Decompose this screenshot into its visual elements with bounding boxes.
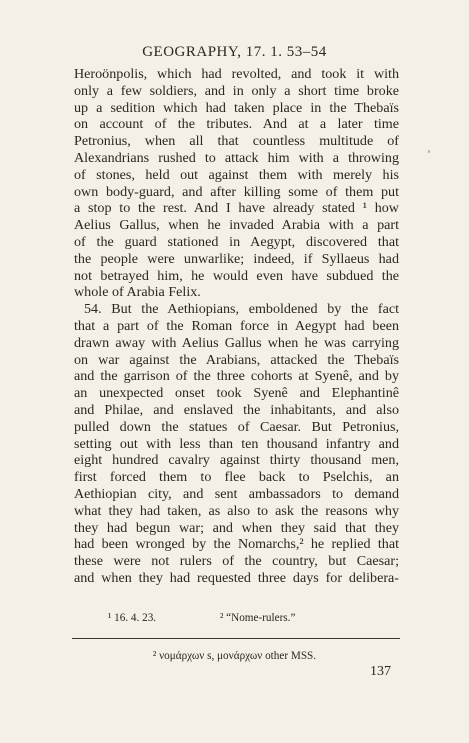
text-line: these were not rulers of the country, but Caesar; <box>74 553 399 570</box>
main-text <box>74 66 399 587</box>
margin-speck <box>428 150 430 153</box>
text-line: a stop to the rest. And I have already stated ¹ how <box>74 200 399 217</box>
text-line: up a sedition which had taken place in the Thebaïs <box>74 99 399 116</box>
text-line: of the guard stationed in Aegypt, discovered that <box>74 233 399 250</box>
page-number: 137 <box>370 664 391 679</box>
text-line: Petronius, when all that countless multitude of <box>74 133 399 150</box>
text-line: that a part of the Roman force in Aegypt had been <box>74 317 399 334</box>
text-line: not betrayed him, he would even have subdued the <box>74 267 399 284</box>
text-line: had been wronged by the Nomarchs,² he replied that <box>74 536 399 553</box>
text-line: eight hundred cavalry against thirty thousand men, <box>74 452 399 469</box>
text-line: own body-guard, and after killing some of them put <box>74 183 399 200</box>
text-line: Aethiopian city, and sent ambassadors to demand <box>74 485 399 502</box>
text-line: setting out with less than ten thousand infantry and <box>74 435 399 452</box>
text-line: an unexpected onset took Syenê and Elephantinê <box>74 385 399 402</box>
critical-apparatus-note: ² νομάρχων s, μονάρχων other MSS. <box>152 650 317 662</box>
text-line: and Philae, and enslaved the inhabitants, and also <box>74 401 399 418</box>
text-line: Alexandrians rushed to attack him with a throwing <box>74 149 399 166</box>
text-line: Heroönpolis, which had revolted, and took it with <box>74 66 399 82</box>
text-line: of stones, held out against them with merely his <box>74 166 399 183</box>
text-line: 54. But the Aethiopians, emboldened by the fact <box>84 301 399 318</box>
text-line: drawn away with Aelius Gallus when he was carrying <box>74 334 399 351</box>
text-line: Aelius Gallus, when he invaded Arabia with a part <box>74 217 399 234</box>
text-line: what they had taken, as also to ask the reasons why <box>74 502 399 519</box>
text-line: whole of Arabia Felix. <box>74 284 201 301</box>
footnote-divider <box>72 638 400 639</box>
text-line: the people were unwarlike; indeed, if Syllaeus had <box>74 250 399 267</box>
text-line: only a few soldiers, and in only a short time broke <box>74 82 399 99</box>
footnote-2: ² “Nome-rulers.” <box>220 612 296 624</box>
running-header: GEOGRAPHY, 17. 1. 53–54 <box>142 44 327 60</box>
text-line: on war against the Arabians, attacked the Thebaïs <box>74 351 399 368</box>
text-line: they had begun war; and when they said that they <box>74 519 399 536</box>
text-line: first forced them to flee back to Pselchis, an <box>74 469 399 486</box>
text-line: and when they had requested three days for delibera- <box>74 569 399 586</box>
text-line: pulled down the statues of Caesar. But Petronius, <box>74 418 399 435</box>
text-line: and the garrison of the three cohorts at Syenê, and by <box>74 368 399 385</box>
footnote-1: ¹ 16. 4. 23. <box>108 612 157 624</box>
text-line: on account of the tributes. And at a later time <box>74 116 399 133</box>
